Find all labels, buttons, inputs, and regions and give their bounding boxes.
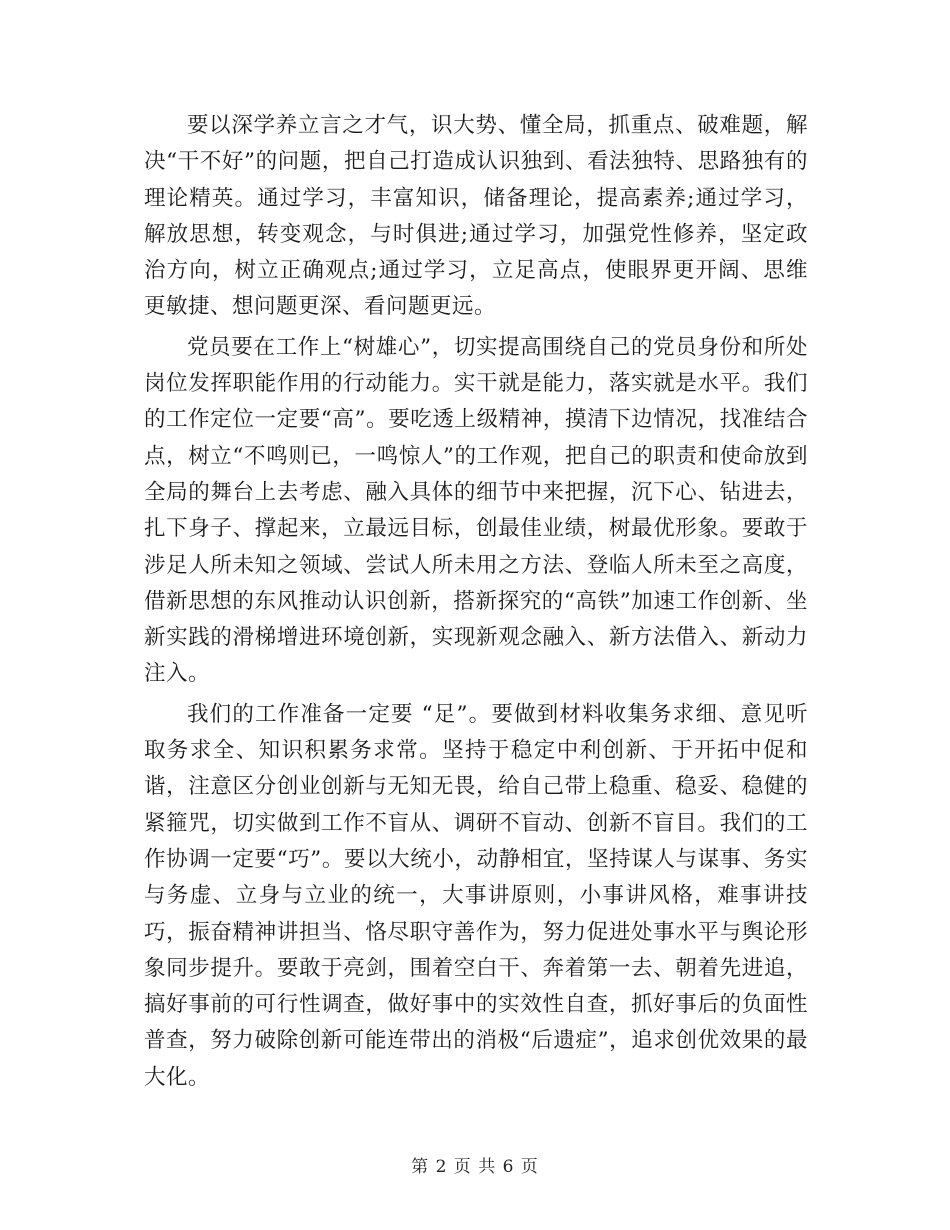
paragraph-2: 党员要在工作上“树雄心”，切实提高围绕自己的党员身份和所处岗位发挥职能作用的行动能力。实干就是能力，落实就是水平。我们的工作定位一定要“高”。要吃透上级精神，摸清下边情况，找准结合点，树立“不鸣则已，一鸣惊人”的工作观，把自己的职责和使命放到全局的舞台上去考虑、融入具体的细节中来把握，沉下心、钻进去，扎下身子、撑起来，立最远目标，创最佳业绩，树最优形象。要敢于涉足人所未知之领域、尝试人所未用之方法、登临人所未至之高度，借新思想的东风推动认识创新，搭新探究的“高铁”加速工作创新、坐新实践的滑梯增进环境创新，实现新观念融入、新方法借入、新动力注入。 [144, 334, 808, 687]
page-number-footer: 第 2 页 共 6 页 [411, 1157, 539, 1177]
document-body [144, 108, 808, 1096]
paragraph-3: 我们的工作准备一定要 “足”。要做到材料收集务求细、意见听取务求全、知识积累务求常。坚持于稳定中利创新、于开拓中促和谐，注意区分创业创新与无知无畏，给自己带上稳重、稳妥、稳健的紧箍咒，切实做到工作不盲从、调研不盲动、创新不盲目。我们的工作协调一定要“巧”。要以大统小，动静相宜，坚持谋人与谋事、务实与务虚、立身与立业的统一，大事讲原则，小事讲风格，难事讲技巧，振奋精神讲担当、恪尽职守善作为，努力促进处事水平与舆论形象同步提升。要敢于亮剑，围着空白干、奔着第一去、朝着先进追，搞好事前的可行性调查，做好事中的实效性自查，抓好事后的负面性普查，努力破除创新可能连带出的消极“后遗症”，追求创优效果的最大化。 [144, 701, 808, 1090]
paragraph-1: 要以深学养立言之才气，识大势、懂全局，抓重点、破难题，解决“干不好”的问题，把自己打造成认识独到、看法独特、思路独有的理论精英。通过学习，丰富知识，储备理论，提高素养;通过学习，解放思想，转变观念，与时俱进;通过学习，加强党性修养，坚定政治方向，树立正确观点;通过学习，立足高点，使眼界更开阔、思维更敏捷、想问题更深、看问题更远。 [144, 113, 808, 320]
